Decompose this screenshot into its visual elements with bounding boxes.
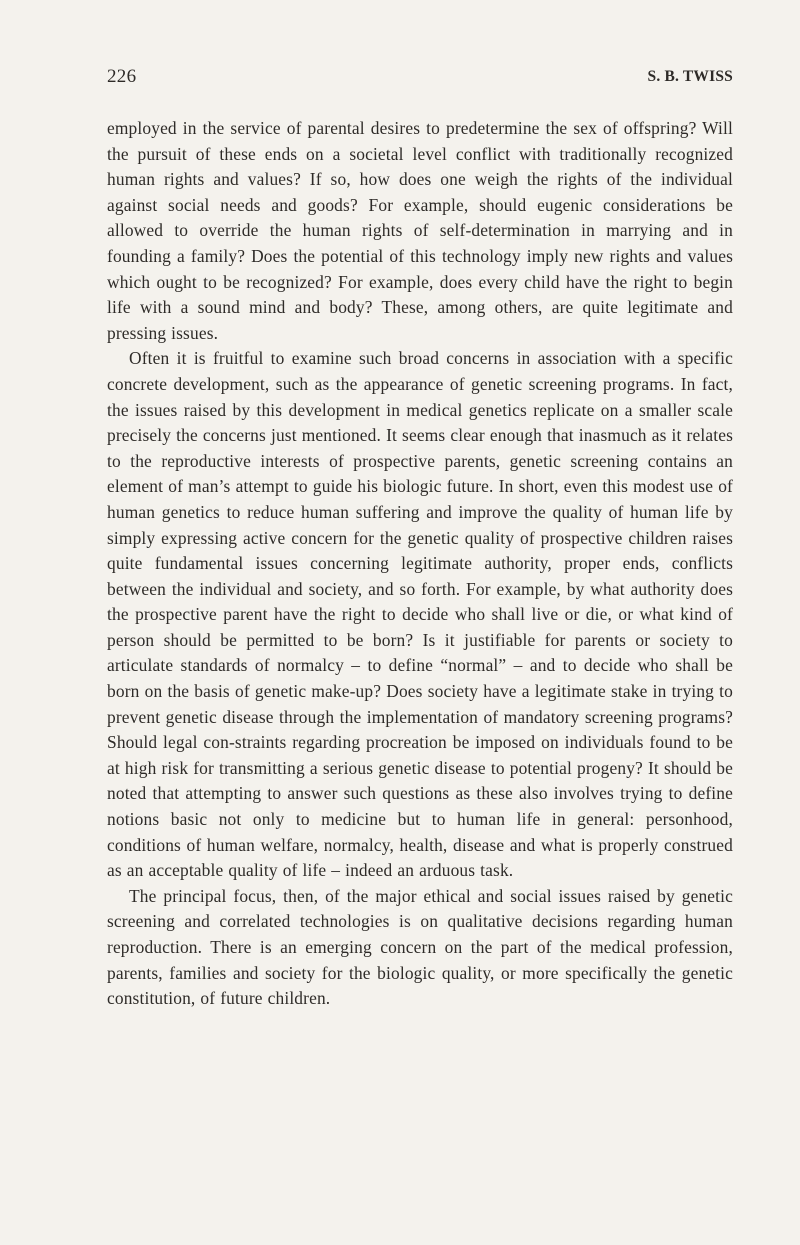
page-number: 226	[107, 66, 137, 87]
page-header	[107, 66, 733, 96]
paragraph-continued: employed in the service of parental desires to predetermine the sex of offspring? Will the pursuit of these ends on a societal level conflict with traditionally recognized human rights and values? If so, how does one weigh the rights of the individual against social needs and goods? For example, should eugenic considerations be allowed to override the human rights of self-determination in marrying and in founding a family? Does the potential of this technology imply new rights and values which ought to be recognized? For example, does every child have the right to begin life with a sound mind and body? These, among others, are quite legitimate and pressing issues.	[107, 118, 733, 343]
paragraph: The principal focus, then, of the major ethical and social issues raised by genetic screening and correlated technologies is on qualitative decisions regarding human reproduction. There is an emerging concern on the part of the medical profession, parents, families and society for the biologic quality, or more specifically the genetic constitution, of future children.	[107, 885, 733, 1009]
running-head: S. B. TWISS	[647, 68, 733, 85]
paragraph: Often it is fruitful to examine such broad concerns in association with a specific concrete development, such as the appearance of genetic screening programs. In fact, the issues raised by this development in medical genetics replicate on a smaller scale precisely the concerns just mentioned. It seems clear enough that inasmuch as it relates to the reproductive interests of prospective parents, genetic screening contains an element of man’s attempt to guide his biologic future. In short, even this modest use of human genetics to reduce human suffering and improve the quality of human life by simply expressing active concern for the genetic quality of prospective children raises quite fundamental issues concerning legitimate authority, proper ends, conflicts between the individual and society, and so forth. For example, by what authority does the prospective parent have the right to decide who shall live or die, or what kind of person should be permitted to be born? Is it justifiable for parents or society to articulate standards of normalcy – to define “normal” – and to decide who shall be born on the basis of genetic make-up? Does society have a legitimate stake in trying to prevent genetic disease through the implementation of mandatory screening programs? Should legal con-straints regarding procreation be imposed on individuals found to be at high risk for transmitting a serious genetic disease to potential progeny? It should be noted that attempting to answer such questions as these also involves trying to define notions basic not only to medicine but to human life in general: personhood, conditions of human welfare, normalcy, health, disease and what is properly construed as an acceptable quality of life – indeed an arduous task.	[107, 348, 733, 881]
body-text	[107, 116, 733, 1012]
